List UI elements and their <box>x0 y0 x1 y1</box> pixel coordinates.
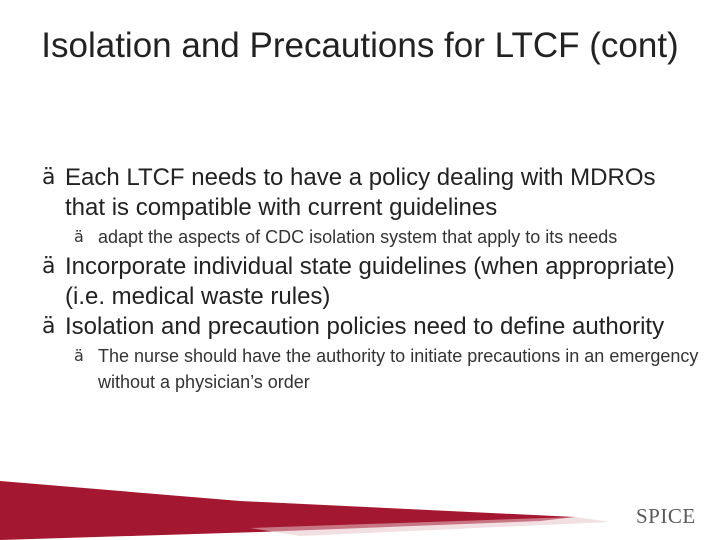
bullet-item <box>42 163 702 223</box>
bullet-text: Incorporate individual state guidelines (when appropriate) (i.e. medical waste rules) <box>65 253 675 310</box>
footer-band <box>0 475 720 540</box>
bullet-marker: ä <box>74 227 84 246</box>
bullet-marker: ä <box>74 346 84 365</box>
spice-logo: SPICE <box>636 504 696 528</box>
bullet-marker: ä <box>42 314 56 339</box>
bullet-marker: ä <box>42 254 56 279</box>
bullet-text: Isolation and precaution policies need to define authority <box>65 313 665 340</box>
slide-title: Isolation and Precautions for LTCF (cont) <box>41 26 679 65</box>
bullet-text: adapt the aspects of CDC isolation system that apply to its needs <box>98 227 618 247</box>
bullet-item <box>42 252 702 312</box>
bullet-text: The nurse should have the authority to initiate precautions in an emergency without a physician’s order <box>98 346 699 392</box>
bullet-list <box>42 163 702 397</box>
sub-bullet-item <box>42 224 702 250</box>
bullet-item <box>42 312 702 342</box>
bullet-marker: ä <box>42 165 56 190</box>
bullet-text: Each LTCF needs to have a policy dealing with MDROs that is compatible with current guidelines <box>65 164 656 221</box>
sub-bullet-item <box>42 343 702 395</box>
